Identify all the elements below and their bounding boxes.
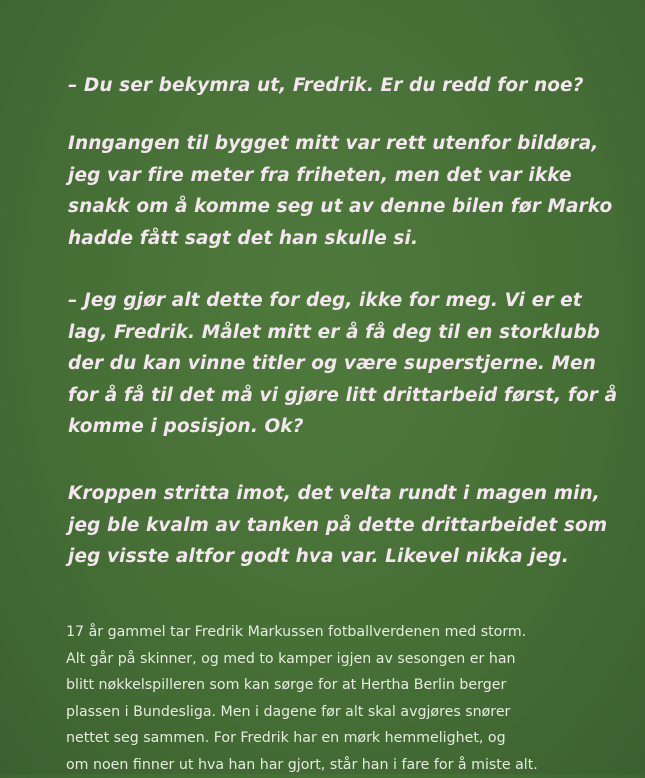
synopsis-text: 17 år gammel tar Fredrik Markussen fotballverdenen med storm. Alt går på skinner, og med to kamper igjen av sesongen er han blitt nøkkelspilleren som kan sørge for at Hertha Berlin berger plassen i Bundesliga. Men i dagene før alt skal avgjøres snører nettet seg sammen. For Fredrik har en mørk hemmelighet, og om noen finner ut hva han har gjort, står han i fare for å miste alt. bbox=[66, 624, 538, 773]
excerpt-paragraph-3: – Jeg gjør alt dette for deg, ikke for meg. Vi er et lag, Fredrik. Målet mitt er å få deg til en storklubb der du kan vinne titler og være superstjerne. Men for å få til det må vi gjøre litt drittarbeid først, for å komme i posisjon. Ok? bbox=[68, 290, 618, 437]
excerpt-paragraph-1: – Du ser bekymra ut, Fredrik. Er du redd for noe? bbox=[68, 75, 584, 96]
excerpt-paragraph-2: Inngangen til bygget mitt var rett utenfor bildøra, jeg var fire meter fra friheten, men det var ikke snakk om å komme seg ut av denne bilen før Marko hadde fått sagt det han skulle si. bbox=[68, 133, 613, 249]
excerpt-paragraph-4: Kroppen stritta imot, det velta rundt i magen min, jeg ble kvalm av tanken på dette drittarbeidet som jeg visste altfor godt hva var. Likevel nikka jeg. bbox=[68, 483, 608, 567]
